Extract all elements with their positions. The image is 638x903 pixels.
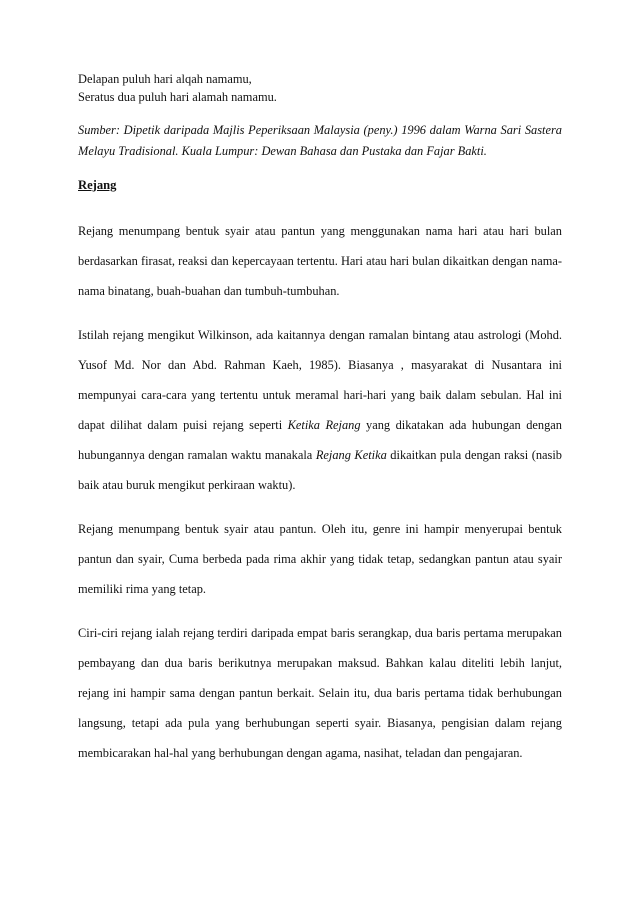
paragraph-italic-title: Rejang Ketika — [315, 448, 387, 462]
paragraph: Ciri-ciri rejang ialah rejang terdiri daripada empat baris serangkap, dua baris pertama merupakan pembayang dan dua baris berikutnya merupakan maksud. Bahkan kalau diteliti lebih lanjut, rejang ini hampir sama dengan pantun berkait. Selain itu, dua baris pertama tidak berhubungan langsung, tetapi ada pula yang berhubungan seperti syair. Biasanya, pengisian dalam rejang membicarakan hal-hal yang berhubungan dengan agama, nasihat, teladan dan pengajaran. — [78, 626, 562, 760]
paragraph-text: yang dikatakan ada hubungan dengan hubungannya dengan ramalan waktu manakala — [78, 418, 563, 462]
paragraph — [78, 320, 562, 500]
verse-line: Seratus dua puluh hari alamah namamu. — [78, 90, 277, 104]
document-page — [78, 70, 562, 782]
source-citation: Sumber: Dipetik daripada Majlis Peperiksaan Malaysia (peny.) 1996 dalam Warna Sari Sastera Melayu Tradisional. Kuala Lumpur: Dewan Bahasa dan Pustaka dan Fajar Bakti. — [78, 123, 562, 158]
section-heading: Rejang — [78, 178, 117, 192]
paragraph-text: Istilah rejang mengikut Wilkinson, ada kaitannya dengan ramalan bintang atau astrologi (Mohd. Yusof Md. Nor dan Abd. Rahman Kaeh, 1985). Biasanya , masyarakat di Nusantara ini mempunyai cara-cara yang tertentu untuk meramal hari-hari yang baik dalam sebulan. Hal ini dapat dilihat dalam puisi rejang seperti — [78, 328, 562, 432]
paragraph: Rejang menumpang bentuk syair atau pantun yang menggunakan nama hari atau hari bulan berdasarkan firasat, reaksi dan kepercayaan tertentu. Hari atau hari bulan dikaitkan dengan nama-nama binatang, buah-buahan dan tumbuh-tumbuhan. — [78, 224, 562, 298]
paragraph: Rejang menumpang bentuk syair atau pantun. Oleh itu, genre ini hampir menyerupai bentuk pantun dan syair, Cuma berbeda pada rima akhir yang tidak tetap, sedangkan pantun atau syair memiliki rima yang tetap. — [78, 522, 562, 596]
paragraph-italic-title: Ketika Rejang — [287, 418, 361, 432]
verse-block — [78, 70, 562, 106]
verse-line: Delapan puluh hari alqah namamu, — [78, 72, 252, 86]
paragraph-text: dikaitkan pula dengan raksi (nasib baik atau buruk mengikut perkiraan waktu). — [78, 448, 562, 492]
